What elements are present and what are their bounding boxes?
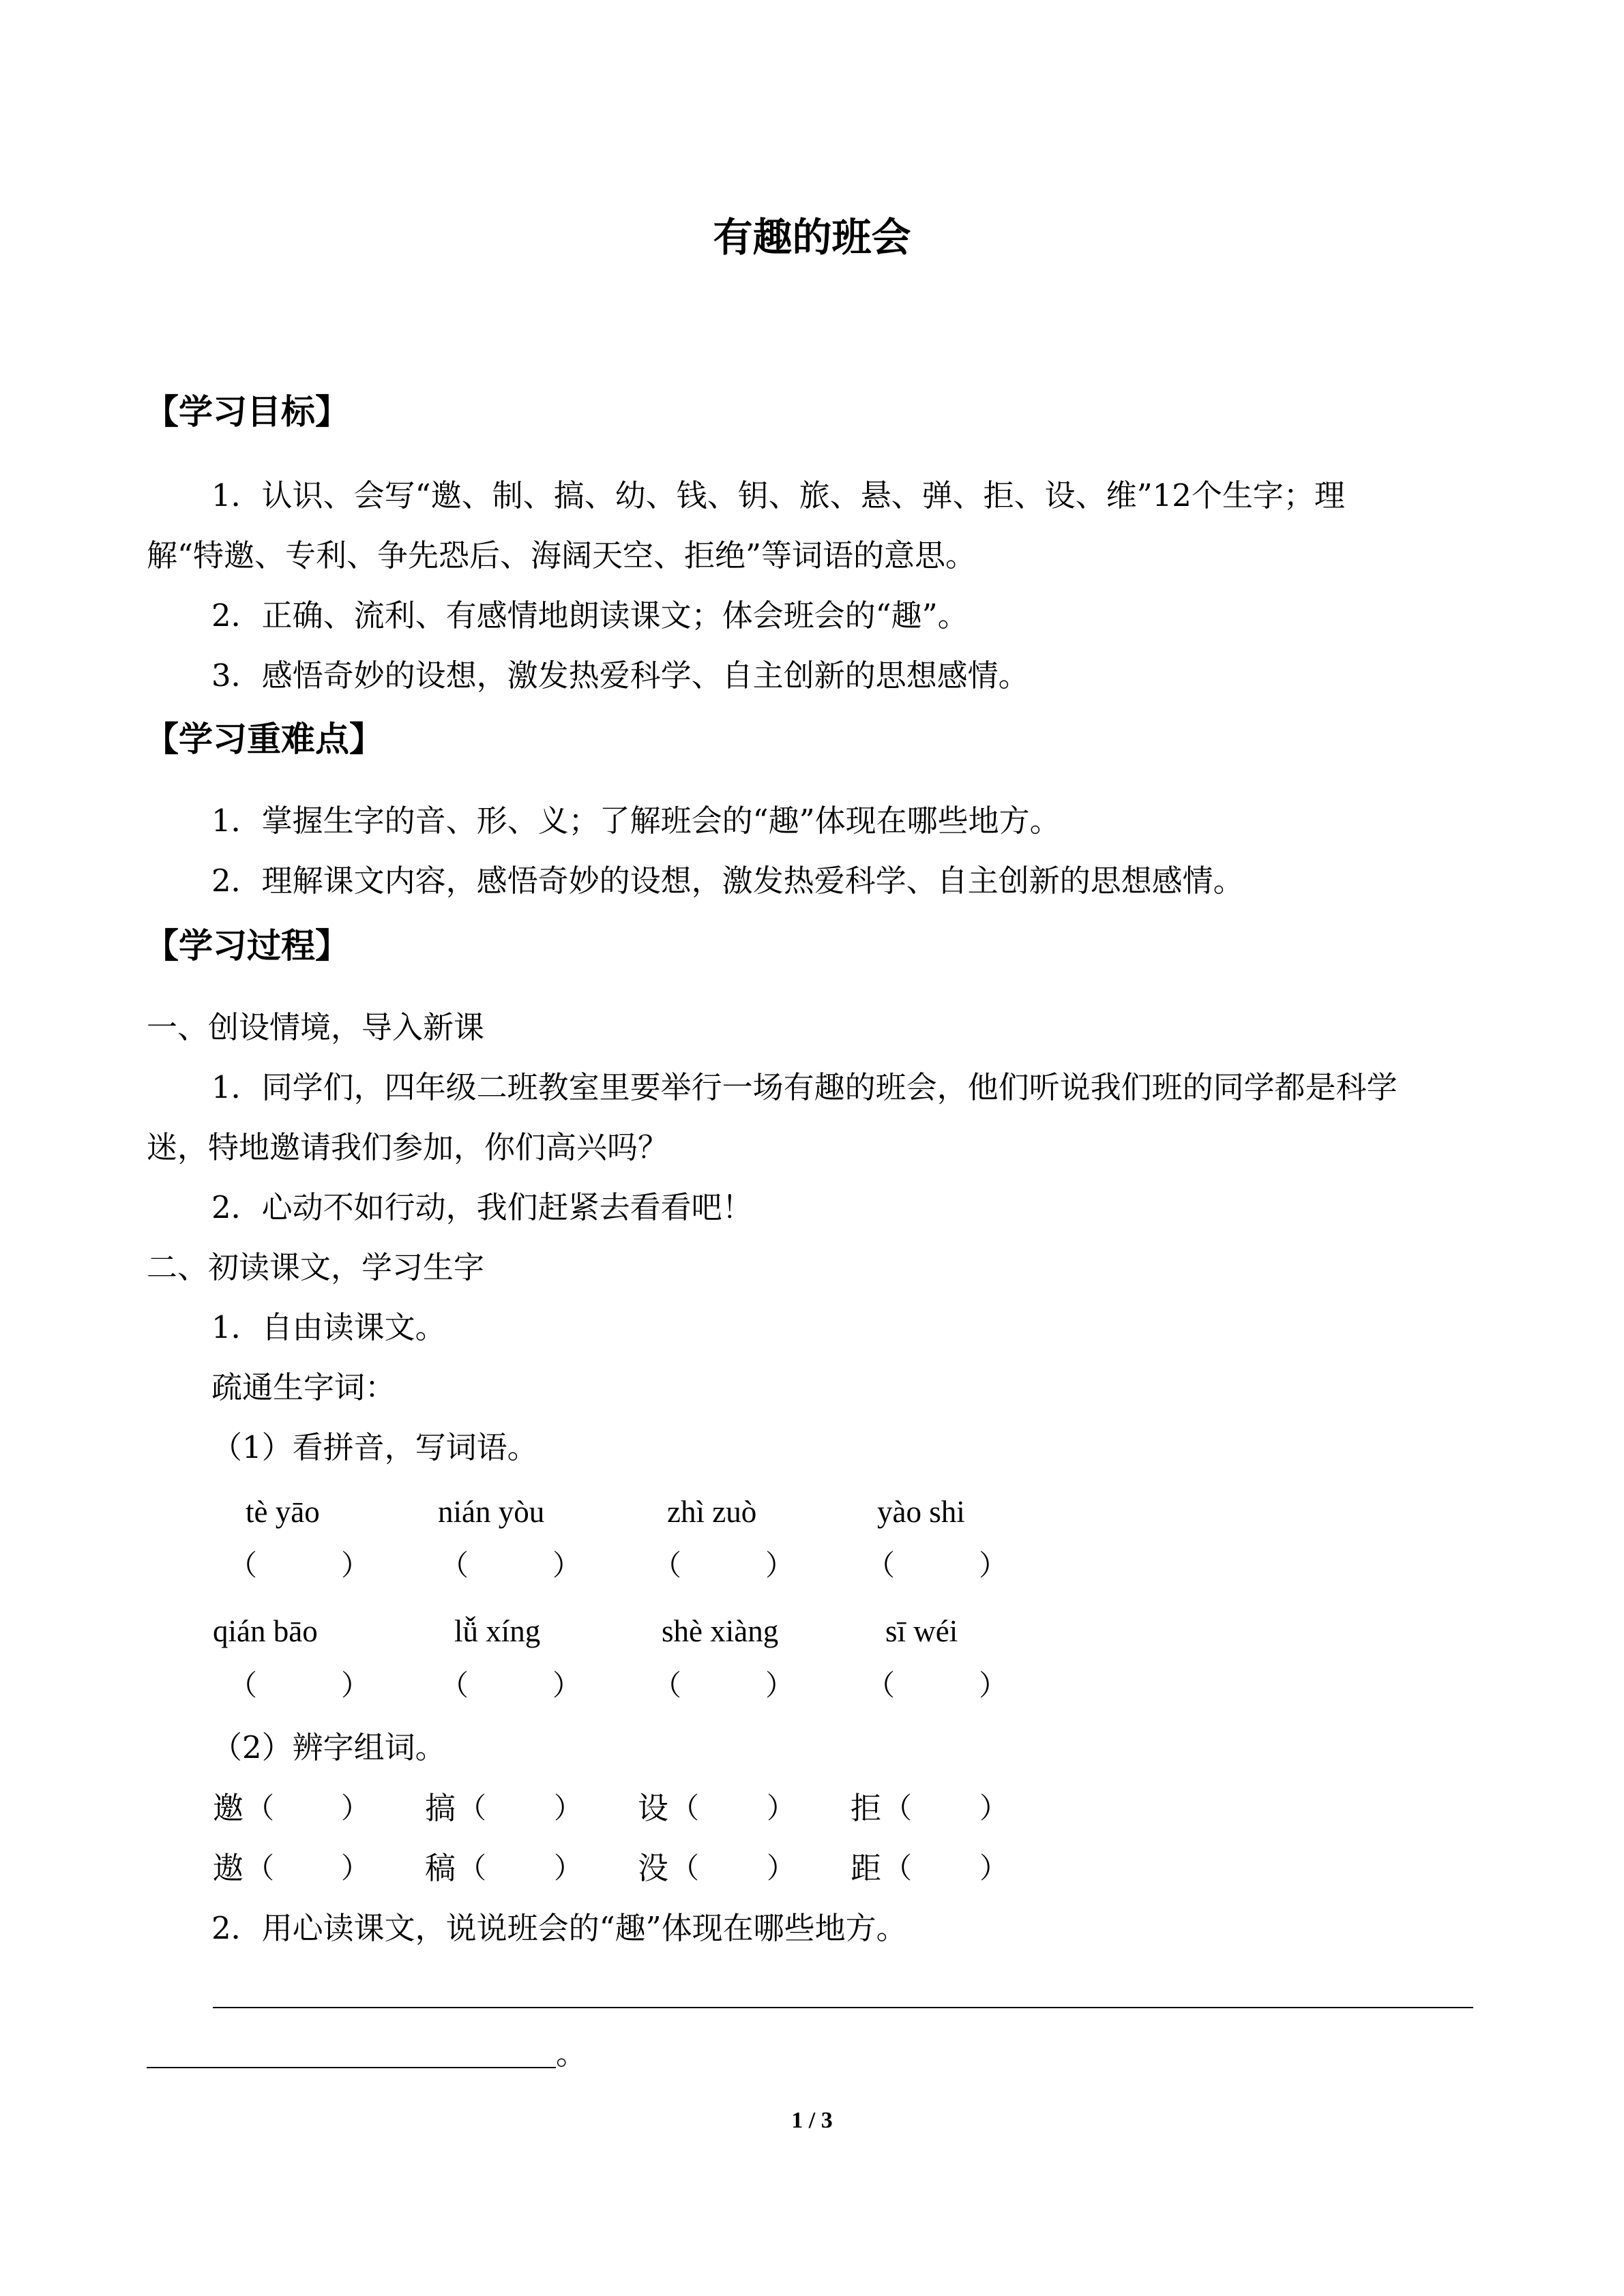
answer-blank-close: ）: [341, 1669, 370, 1702]
pinyin-word: nián yòu: [438, 1495, 545, 1529]
char-item: 设: [638, 1790, 669, 1826]
answer-blank-close: ）: [552, 1669, 582, 1702]
answer-blank-close: ）: [979, 1549, 1008, 1582]
goals-item-1: 1．认识、会写“邀、制、搞、幼、钱、钥、旅、悬、弹、拒、设、维”12个生字；理: [211, 477, 1345, 513]
answer-blank-close: ）: [341, 1549, 370, 1582]
part2-item-2: 2．用心读课文，说说班会的“趣”体现在哪些地方。: [211, 1910, 907, 1946]
part2-item-1: 1．自由读课文。: [211, 1309, 446, 1345]
answer-blank-close: ）: [552, 1549, 582, 1582]
char-item: 没: [638, 1850, 669, 1886]
pinyin-word: qián bāo: [213, 1614, 318, 1648]
answer-blank-close: ）: [767, 1851, 796, 1885]
answer-blank-open: （: [883, 1851, 913, 1885]
part2-title: 二、初读课文，学习生字: [147, 1249, 485, 1285]
part1-title: 一、创设情境，导入新课: [147, 1009, 485, 1045]
answer-line: [147, 2067, 556, 2068]
answer-blank-open: （: [246, 1851, 275, 1885]
answer-blank-open: （: [653, 1669, 682, 1702]
answer-blank-close: ）: [765, 1669, 795, 1702]
answer-blank-close: ）: [979, 1791, 1009, 1825]
answer-blank-open: （: [440, 1549, 469, 1582]
answer-blank-open: （: [246, 1791, 275, 1825]
answer-blank-open: （: [228, 1669, 258, 1702]
answer-blank-close: ）: [765, 1549, 795, 1582]
answer-blank-open: （: [653, 1549, 682, 1582]
answer-blank-close: ）: [554, 1851, 583, 1885]
answer-blank-open: （: [458, 1791, 487, 1825]
char-item: 距: [851, 1850, 882, 1886]
goals-item-1-cont: 解“特邀、专利、争先恐后、海阔天空、拒绝”等词语的意思。: [147, 537, 977, 573]
page-number: 1 / 3: [791, 2108, 833, 2133]
answer-blank-close: ）: [554, 1791, 583, 1825]
answer-blank-open: （: [228, 1549, 258, 1582]
answer-blank-close: ）: [767, 1791, 796, 1825]
page-title: 有趣的班会: [713, 214, 911, 260]
char-task: （2）辨字组词。: [211, 1729, 446, 1765]
answer-blank-close: ）: [341, 1791, 370, 1825]
pinyin-word: sī wéi: [885, 1614, 958, 1648]
key-points-heading: 【学习重难点】: [145, 719, 383, 759]
answer-blank-open: （: [670, 1791, 700, 1825]
key-points-item-2: 2．理解课文内容，感悟奇妙的设想，激发热爱科学、自主创新的思想感情。: [211, 863, 1244, 899]
key-points-item-1: 1．掌握生字的音、形、义；了解班会的“趣”体现在哪些地方。: [211, 803, 1061, 839]
answer-blank-open: （: [866, 1669, 896, 1702]
part2-subheading: 疏通生字词：: [211, 1369, 396, 1405]
answer-blank-open: （: [440, 1669, 469, 1702]
answer-blank-close: ）: [341, 1851, 370, 1885]
char-item: 遨: [213, 1850, 244, 1886]
pinyin-word: lǚ xíng: [454, 1614, 541, 1648]
answer-end-mark: 。: [556, 2036, 587, 2072]
answer-blank-close: ）: [979, 1669, 1008, 1702]
answer-blank-open: （: [866, 1549, 896, 1582]
process-heading: 【学习过程】: [145, 926, 349, 966]
char-item: 邀: [213, 1790, 244, 1826]
answer-blank-open: （: [458, 1851, 487, 1885]
part1-item-2: 2．心动不如行动，我们赶紧去看看吧！: [211, 1189, 753, 1225]
char-item: 搞: [425, 1790, 456, 1826]
char-item: 拒: [851, 1790, 882, 1826]
goals-item-2: 2．正确、流利、有感情地朗读课文；体会班会的“趣”。: [211, 597, 969, 633]
char-item: 稿: [425, 1850, 456, 1886]
pinyin-word: tè yāo: [246, 1495, 320, 1529]
pinyin-task: （1）看拼音，写词语。: [211, 1429, 538, 1465]
answer-blank-close: ）: [979, 1851, 1009, 1885]
part1-item-1-cont: 迷，特地邀请我们参加，你们高兴吗？: [147, 1129, 669, 1165]
answer-line: [213, 2007, 1473, 2008]
answer-blank-open: （: [883, 1791, 913, 1825]
pinyin-word: zhì zuò: [667, 1495, 757, 1529]
goals-item-3: 3．感悟奇妙的设想，激发热爱科学、自主创新的思想感情。: [211, 657, 1029, 694]
pinyin-word: yào shi: [877, 1495, 965, 1529]
part1-item-1: 1．同学们，四年级二班教室里要举行一场有趣的班会，他们听说我们班的同学都是科学: [211, 1069, 1398, 1105]
goals-heading: 【学习目标】: [145, 392, 349, 432]
answer-blank-open: （: [670, 1851, 700, 1885]
pinyin-word: shè xiàng: [662, 1614, 779, 1648]
